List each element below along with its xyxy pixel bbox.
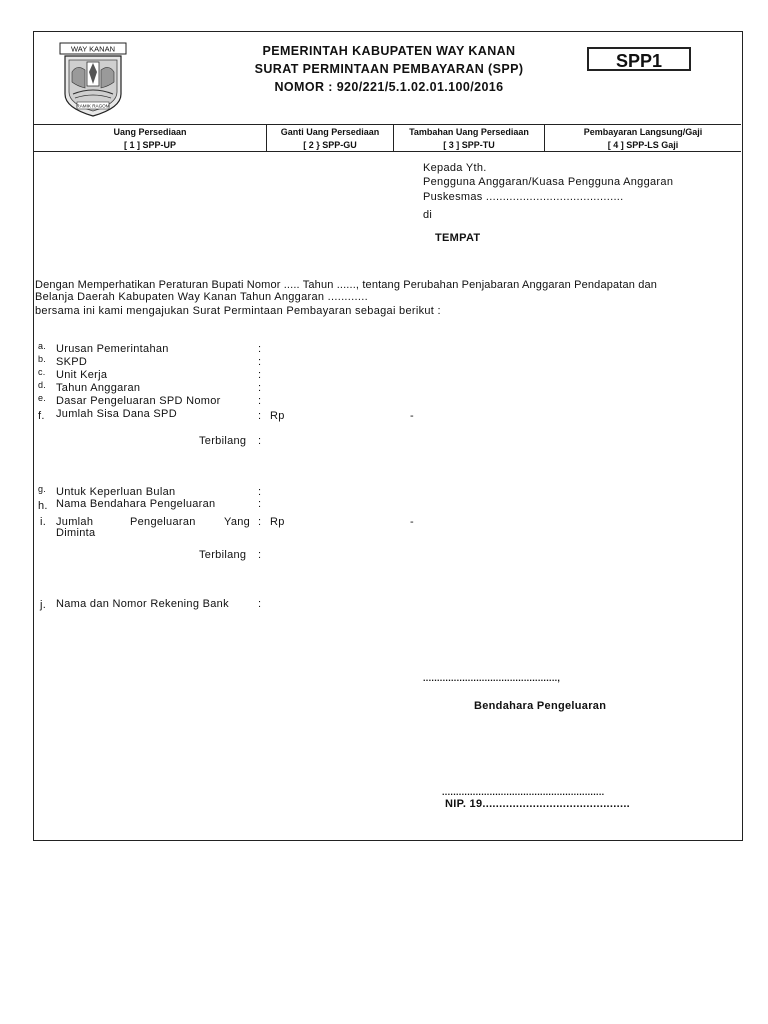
item-label-unit-kerja: Unit Kerja: [56, 369, 108, 381]
type-cell-gu: [266, 125, 393, 151]
item-colon: :: [258, 598, 262, 610]
item-colon: :: [258, 516, 262, 528]
type-code: [ 3 ] SPP-TU: [443, 140, 495, 150]
item-label-jumlah-word-2: Pengeluaran: [130, 516, 196, 528]
currency-rp: Rp: [270, 410, 285, 422]
signature-name-line: ..........................................................: [442, 787, 605, 797]
item-label-keperluan: Untuk Keperluan Bulan: [56, 486, 176, 498]
type-cell-tu: [393, 125, 544, 151]
item-letter: a.: [38, 341, 47, 351]
item-colon: :: [258, 382, 262, 394]
type-cell-up: [34, 125, 266, 151]
item-letter: b.: [38, 354, 47, 364]
amount-dash: -: [410, 410, 414, 422]
item-label-sisa-dana: Jumlah Sisa Dana SPD: [56, 408, 177, 420]
item-colon: :: [258, 498, 262, 510]
recipient-place: TEMPAT: [435, 232, 481, 244]
item-letter: i.: [40, 516, 47, 528]
intro-line-1: Dengan Memperhatikan Peraturan Bupati Nomor ..... Tahun ......, tentang Perubahan Penjabaran Anggaran Pendapatan dan: [35, 279, 658, 291]
item-colon: :: [258, 343, 262, 355]
emblem-banner-text: WAY KANAN: [70, 44, 116, 54]
item-letter: h.: [38, 500, 48, 512]
recipient-salutation: Kepada Yth.: [423, 162, 487, 174]
form-header: [34, 32, 741, 125]
emblem-motto-text: RAMIK RAGOM: [76, 103, 110, 109]
item-letter: j.: [40, 599, 47, 611]
item-colon: :: [258, 486, 262, 498]
intro-line-3: bersama ini kami mengajukan Surat Permintaan Pembayaran sebagai berikut :: [35, 305, 441, 317]
header-line-document-type: SURAT PERMINTAAN PEMBAYARAN (SPP): [254, 62, 524, 76]
form-code-badge: SPP1: [587, 47, 691, 71]
item-colon: :: [258, 435, 262, 447]
item-letter: g.: [38, 484, 47, 494]
type-label: Tambahan Uang Persediaan: [409, 127, 529, 137]
way-kanan-emblem-icon: [59, 42, 127, 118]
item-colon: :: [258, 549, 262, 561]
item-label-jumlah-word-1: Jumlah: [56, 516, 94, 528]
item-label-urusan: Urusan Pemerintahan: [56, 343, 169, 355]
type-code: [ 4 ] SPP-LS Gaji: [607, 140, 679, 150]
item-colon: :: [258, 395, 262, 407]
terbilang-label: Terbilang: [199, 435, 247, 447]
item-colon: :: [258, 369, 262, 381]
item-label-jumlah-word-4: Diminta: [56, 527, 96, 539]
item-letter: e.: [38, 393, 47, 403]
item-colon: :: [258, 356, 262, 368]
signature-role: Bendahara Pengeluaran: [474, 700, 607, 712]
item-label-skpd: SKPD: [56, 356, 88, 368]
item-letter: f.: [38, 410, 45, 422]
type-label: Ganti Uang Persediaan: [280, 127, 380, 137]
recipient-title: Pengguna Anggaran/Kuasa Pengguna Anggaran: [423, 176, 674, 188]
signature-place-date: ................................................,: [423, 673, 561, 683]
header-line-government: PEMERINTAH KABUPATEN WAY KANAN: [262, 44, 516, 58]
item-label-jumlah-word-3: Yang: [224, 516, 251, 528]
item-colon: :: [258, 410, 262, 422]
type-label: Uang Persediaan: [113, 127, 187, 137]
type-label: Pembayaran Langsung/Gaji: [583, 127, 703, 137]
amount-dash: -: [410, 516, 414, 528]
header-line-number: NOMOR : 920/221/5.1.02.01.100/2016: [274, 80, 504, 94]
signature-nip: NIP. 19............................................: [445, 798, 631, 810]
spp-type-row: [34, 125, 741, 152]
spp-form: [33, 31, 743, 841]
intro-line-2: Belanja Daerah Kabupaten Way Kanan Tahun Anggaran ............: [35, 291, 368, 303]
recipient-puskesmas: Puskesmas .........................................: [423, 191, 624, 203]
item-label-dasar-spd: Dasar Pengeluaran SPD Nomor: [56, 395, 221, 407]
item-label-tahun: Tahun Anggaran: [56, 382, 141, 394]
type-cell-ls: [544, 125, 741, 151]
item-letter: c.: [38, 367, 46, 377]
type-code: [ 2 } SPP-GU: [303, 140, 357, 150]
item-label-bendahara: Nama Bendahara Pengeluaran: [56, 498, 216, 510]
terbilang-label: Terbilang: [199, 549, 247, 561]
recipient-di: di: [423, 209, 433, 221]
currency-rp: Rp: [270, 516, 285, 528]
type-code: [ 1 ] SPP-UP: [123, 140, 176, 150]
item-label-rekening: Nama dan Nomor Rekening Bank: [56, 598, 229, 610]
item-letter: d.: [38, 380, 47, 390]
